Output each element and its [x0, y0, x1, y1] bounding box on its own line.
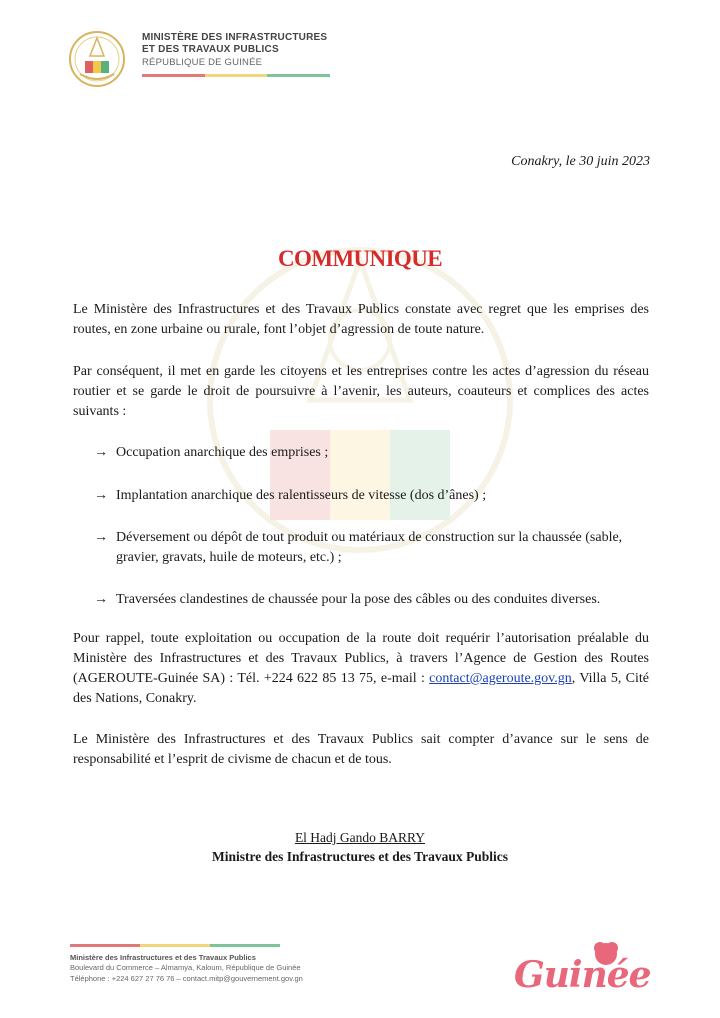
paragraph-4: Le Ministère des Infrastructures et des Travaux Publics sait compter d’avance sur le sens de responsabilité et l’esprit de civisme de chacun et de tous. — [73, 732, 649, 767]
signatory-name: El Hadj Gando BARRY — [294, 830, 426, 845]
arrow-right-icon: → — [94, 445, 108, 460]
list-item: → Déversement ou dépôt de tout produit ou matériaux de construction sur la chaussée (sable, gravier, gravats, huile de moteurs, etc.) ; — [94, 528, 650, 568]
list-item: → Implantation anarchique des ralentisseurs de vitesse (dos d’ânes) ; — [94, 486, 650, 506]
footer-phone: Téléphone : +224 627 27 76 76 – contact.mitp@gouvernement.gov.gn — [70, 974, 303, 983]
document-date: Conakry, le 30 juin 2023 — [511, 154, 650, 169]
list-item: → Occupation anarchique des emprises ; — [94, 443, 650, 463]
signature-block — [0, 830, 720, 865]
paragraph-2: Par conséquent, il met en garde les citoyens et les entreprises contre les actes d’agression du réseau routier et se garde le droit de poursuivre à l’avenir, les auteurs, coauteurs et complices des actes suivants : — [73, 364, 649, 419]
ministry-name-line1: MINISTÈRE DES INFRASTRUCTURES — [142, 32, 328, 43]
tricolor-band — [142, 74, 330, 77]
ministry-name-line2: ET DES TRAVAUX PUBLICS — [142, 44, 279, 55]
paragraph-3: Pour rappel, toute exploitation ou occupation de la route doit requérir l’autorisation préalable du Ministère des Infrastructures et des Travaux Publics, à travers l’Agence de Gestion des Routes (AGEROUTE-Guinée SA) : Tél. +224 622 85 13 75, e-mail : contact@ageroute.gov.gn, Villa 5, Cité des Nations, Conakry. — [73, 631, 649, 706]
guinee-brand-logo — [514, 940, 662, 996]
footer-tricolor-band — [70, 944, 280, 947]
list-item: → Traversées clandestines de chaussée pour la pose des câbles ou des conduites diverses. — [94, 590, 650, 610]
page-title: COMMUNIQUE — [278, 246, 442, 271]
guinea-coat-of-arms-icon — [66, 28, 128, 90]
brand-wordmark: Guinée — [514, 954, 651, 996]
email-link[interactable]: contact@ageroute.gov.gn — [429, 671, 572, 686]
footer-org: Ministère des Infrastructures et des Travaux Publics — [70, 953, 256, 962]
signatory-role: Ministre des Infrastructures et des Travaux Publics — [212, 849, 508, 864]
paragraph-1: Le Ministère des Infrastructures et des Travaux Publics constate avec regret que les emprises des routes, en zone urbaine ou rurale, font l’objet d’agression de toute nature. — [73, 302, 649, 337]
republic-name: RÉPUBLIQUE DE GUINÉE — [142, 57, 263, 68]
footer — [70, 944, 303, 984]
letterhead — [66, 28, 330, 90]
arrow-right-icon: → — [94, 488, 108, 503]
arrow-right-icon: → — [94, 592, 108, 607]
arrow-right-icon: → — [94, 530, 108, 545]
footer-address: Boulevard du Commerce – Almamya, Kaloum, République de Guinée — [70, 963, 301, 972]
